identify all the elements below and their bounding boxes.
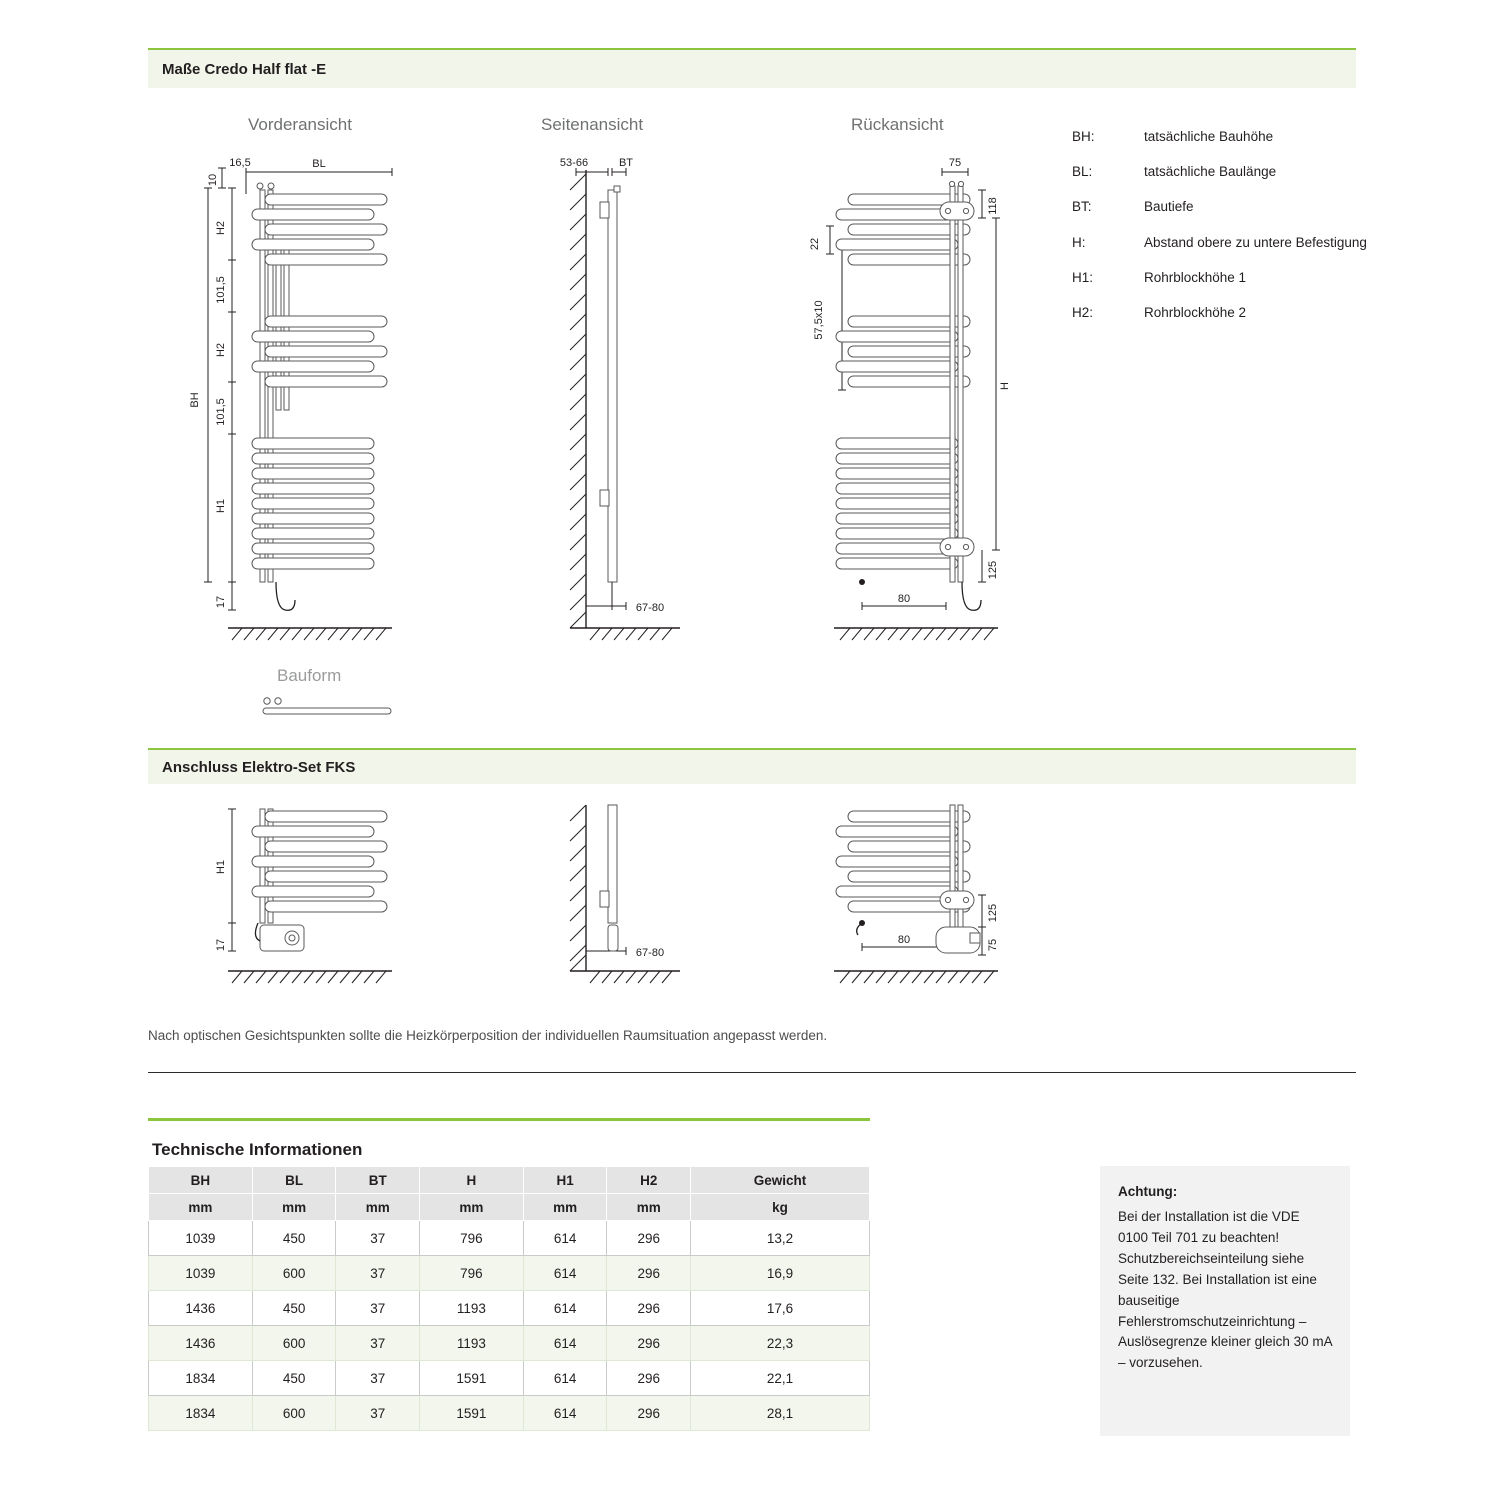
col-header-bh: BH: [149, 1167, 253, 1194]
section-title-fks: Anschluss Elektro-Set FKS: [162, 758, 356, 776]
view-title-side: Seitenansicht: [541, 115, 644, 134]
achtung-text: Bei der Installation ist die VDE 0100 Teil 701 zu beachten! Schutzbereichseinteilung siehe Seite 132. Bei Installation ist eine bauseitige Fehlerstromschutzeinrichtung – Auslösegrenze kleiner gleich 30 mA – vorzusehen.: [1118, 1208, 1332, 1371]
dim-1015-b: 101,5: [215, 398, 227, 426]
cell-h1: 614: [523, 1326, 607, 1361]
cell-h2: 296: [607, 1396, 691, 1431]
table-row: [149, 1361, 870, 1396]
legend-row: [1072, 163, 1372, 181]
cell-bh: 1039: [149, 1221, 253, 1256]
col-unit-bt: mm: [336, 1194, 420, 1221]
cell-bl: 450: [252, 1291, 336, 1326]
legend-value: Rohrblockhöhe 2: [1144, 305, 1247, 321]
drawing-fks-front: [180, 795, 410, 1010]
dim-17: 17: [215, 595, 227, 609]
legend-key: H2:: [1072, 305, 1094, 321]
cell-h1: 614: [523, 1291, 607, 1326]
tech-table: [148, 1166, 870, 1431]
legend-row: [1072, 269, 1372, 287]
view-title-bauform: Bauform: [277, 666, 342, 685]
col-unit-bh: mm: [149, 1194, 253, 1221]
legend-key: H1:: [1072, 269, 1094, 285]
dim-67-80-side: 67-80: [635, 602, 665, 614]
dim-575x10: 57,5x10: [813, 300, 825, 340]
cell-gewicht: 22,1: [691, 1361, 870, 1396]
dim-h-back: H: [999, 382, 1011, 390]
layout-note: Nach optischen Gesichtspunkten sollte die Heizkörperposition der individuellen Raumsituation angepasst werden.: [148, 1028, 828, 1043]
legend: [1072, 128, 1372, 339]
cell-h1: 614: [523, 1221, 607, 1256]
dim-bt: BT: [618, 157, 634, 169]
section-header-tech: [148, 1118, 870, 1164]
legend-row: [1072, 304, 1372, 322]
cell-bh: 1834: [149, 1361, 253, 1396]
view-title-front: Vorderansicht: [248, 115, 352, 134]
dim-bh: BH: [189, 392, 201, 408]
legend-value: Abstand obere zu untere Befestigung: [1144, 234, 1367, 250]
cell-h: 1591: [420, 1361, 524, 1396]
dim-125-fks: 125: [987, 903, 999, 923]
section-title-tech: Technische Informationen: [152, 1140, 363, 1159]
col-unit-h1: mm: [523, 1194, 607, 1221]
drawing-back-view: [800, 150, 1030, 660]
legend-value: tatsächliche Bauhöhe: [1144, 129, 1274, 144]
dim-bl: BL: [312, 158, 326, 170]
cell-bl: 600: [252, 1256, 336, 1291]
table-row: [149, 1396, 870, 1431]
dim-h2-upper: H2: [215, 220, 227, 236]
dim-1015-a: 101,5: [215, 276, 227, 304]
cell-h: 1591: [420, 1396, 524, 1431]
dim-10: 10: [207, 173, 219, 187]
col-header-h: H: [420, 1167, 524, 1194]
dim-75-fks: 75: [987, 938, 999, 952]
legend-key: BT:: [1072, 199, 1092, 215]
cell-h2: 296: [607, 1256, 691, 1291]
col-header-h1: H1: [523, 1167, 607, 1194]
drawing-front-view: [180, 150, 410, 660]
drawing-fks-side: [530, 795, 690, 1010]
cell-bh: 1039: [149, 1256, 253, 1291]
legend-row: [1072, 198, 1372, 216]
cell-bt: 37: [336, 1361, 420, 1396]
dim-h1: H1: [215, 498, 227, 514]
radiator-tubes-front: [252, 194, 387, 569]
dim-80-back: 80: [897, 593, 911, 605]
section-divider: [148, 1072, 1356, 1073]
cell-h: 796: [420, 1256, 524, 1291]
cell-h2: 296: [607, 1221, 691, 1256]
table-row: [149, 1256, 870, 1291]
col-header-gewicht: Gewicht: [691, 1167, 870, 1194]
cell-h: 1193: [420, 1291, 524, 1326]
cell-h2: 296: [607, 1361, 691, 1396]
cell-h1: 614: [523, 1256, 607, 1291]
legend-value: tatsächliche Baulänge: [1144, 164, 1277, 180]
dim-67-80-fks: 67-80: [635, 947, 665, 959]
cell-bh: 1436: [149, 1291, 253, 1326]
table-unit-row: [149, 1194, 870, 1221]
legend-value: Bautiefe: [1144, 199, 1194, 215]
cell-gewicht: 16,9: [691, 1256, 870, 1291]
legend-key: BL:: [1072, 164, 1093, 180]
table-header-row: [149, 1167, 870, 1194]
legend-key: BH:: [1072, 129, 1095, 144]
legend-row: [1072, 234, 1372, 252]
cell-bt: 37: [336, 1221, 420, 1256]
section-header-fks: [148, 748, 1356, 784]
cell-gewicht: 17,6: [691, 1291, 870, 1326]
cell-bt: 37: [336, 1396, 420, 1431]
table-row: [149, 1291, 870, 1326]
table-row: [149, 1221, 870, 1256]
legend-key: H:: [1072, 234, 1086, 250]
col-unit-bl: mm: [252, 1194, 336, 1221]
cell-bl: 450: [252, 1221, 336, 1256]
cell-h1: 614: [523, 1361, 607, 1396]
cell-bt: 37: [336, 1326, 420, 1361]
view-title-back: Rückansicht: [851, 115, 944, 134]
achtung-box: [1100, 1166, 1350, 1436]
dim-80-fks: 80: [897, 934, 911, 946]
col-header-bt: BT: [336, 1167, 420, 1194]
dim-17-fks: 17: [215, 938, 227, 952]
cell-bt: 37: [336, 1256, 420, 1291]
cell-bh: 1436: [149, 1326, 253, 1361]
cell-bl: 450: [252, 1361, 336, 1396]
table-row: [149, 1326, 870, 1361]
dim-125-back: 125: [987, 560, 999, 580]
cell-gewicht: 13,2: [691, 1221, 870, 1256]
cell-h: 796: [420, 1221, 524, 1256]
dim-h1-fks: H1: [215, 859, 227, 875]
cell-h2: 296: [607, 1326, 691, 1361]
drawing-fks-back: [800, 795, 1030, 1010]
legend-row: [1072, 128, 1372, 146]
cell-h1: 614: [523, 1396, 607, 1431]
cell-h: 1193: [420, 1326, 524, 1361]
col-header-bl: BL: [252, 1167, 336, 1194]
col-header-h2: H2: [607, 1167, 691, 1194]
cell-gewicht: 22,3: [691, 1326, 870, 1361]
section-header-main: [148, 48, 1356, 88]
cell-bh: 1834: [149, 1396, 253, 1431]
dim-53-66: 53-66: [559, 157, 589, 169]
col-unit-gewicht: kg: [691, 1194, 870, 1221]
table-head: [149, 1167, 870, 1221]
col-unit-h: mm: [420, 1194, 524, 1221]
cell-bl: 600: [252, 1326, 336, 1361]
dim-75-back: 75: [948, 157, 962, 169]
drawing-side-view: [530, 150, 690, 660]
dim-165: 16,5: [229, 157, 251, 169]
cell-gewicht: 28,1: [691, 1396, 870, 1431]
dim-h2-lower: H2: [215, 342, 227, 358]
cell-bt: 37: [336, 1291, 420, 1326]
cell-h2: 296: [607, 1291, 691, 1326]
cell-bl: 600: [252, 1396, 336, 1431]
col-unit-h2: mm: [607, 1194, 691, 1221]
achtung-title: Achtung:: [1118, 1184, 1178, 1199]
legend-value: Rohrblockhöhe 1: [1144, 269, 1247, 285]
drawing-bauform: [255, 690, 415, 726]
section-title-main: Maße Credo Half flat -E: [162, 60, 327, 78]
dim-118: 118: [987, 197, 999, 215]
dim-22: 22: [809, 237, 821, 251]
table-body: [149, 1221, 870, 1431]
